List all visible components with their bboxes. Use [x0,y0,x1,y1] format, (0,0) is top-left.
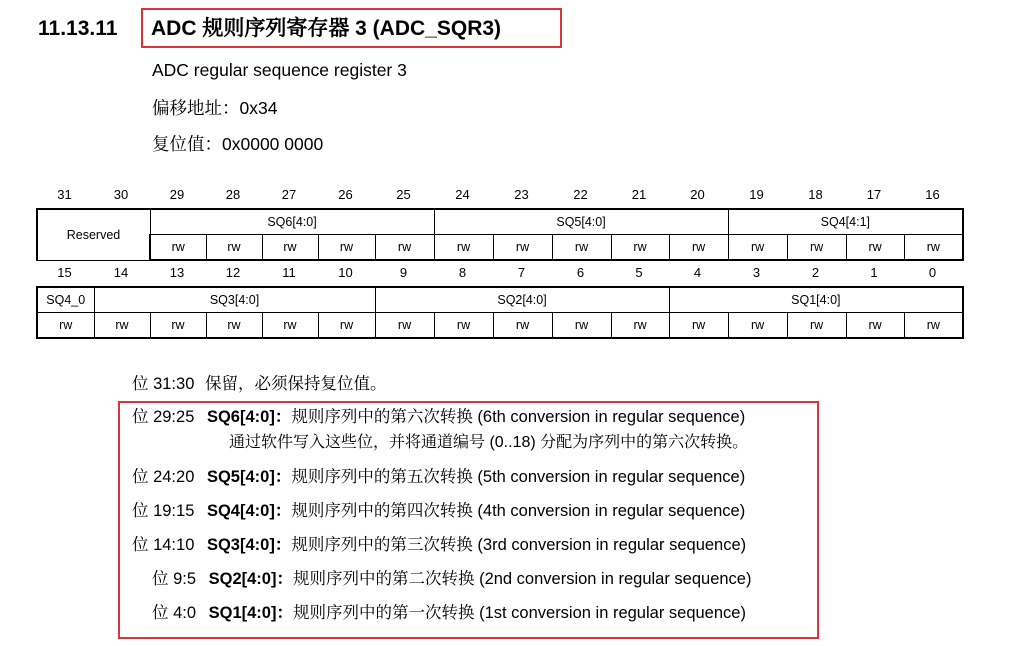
desc-text: 规则序列中的第五次转换 (5th conversion in regular sequence) [291,468,746,486]
access-type: rw [728,235,787,261]
bit-number: 8 [458,265,467,280]
desc-text: 规则序列中的第三次转换 (3rd conversion in regular sequence) [291,536,747,554]
access-type: rw [787,313,846,339]
bit-number: 24 [455,187,470,202]
access-type: rw [669,313,728,339]
access-type: rw [728,313,787,339]
register-field: SQ4_0 [37,287,94,313]
bit-number: 22 [573,187,588,202]
bit-number: 25 [396,187,411,202]
bit-number: 15 [57,265,72,280]
high-access-row [37,235,963,261]
desc-text: 通过软件写入这些位，并将通道编号 (0..18) 分配为序列中的第六次转换。 [229,434,749,451]
access-type: rw [611,313,669,339]
page-title: ADC 规则序列寄存器 3 (ADC_SQR3) [151,17,502,40]
access-type: rw [206,235,262,261]
desc-pos: 位 9:5 [152,570,197,588]
register-field: SQ6[4:0] [150,209,434,235]
bit-number: 21 [631,187,647,202]
bit-number: 5 [635,265,643,280]
access-type: rw [611,235,669,261]
desc-field-name: SQ1[4:0]： [208,604,293,622]
bit-number: 18 [808,187,823,202]
desc-pos: 位 19:15 [132,502,195,520]
access-type: rw [846,313,904,339]
register-field: SQ4[4:1] [728,209,963,235]
bit-number: 19 [749,187,764,202]
bit-number: 7 [517,265,526,280]
access-type: rw [904,313,963,339]
bit-number: 16 [925,187,940,202]
access-type: rw [493,313,552,339]
desc-text: 规则序列中的第六次转换 (6th conversion in regular sequence) [291,408,746,426]
high-fields-row [37,209,963,235]
bit-number: 6 [576,265,585,280]
bit-number: 2 [811,265,820,280]
desc-bits-29-25 [132,406,745,428]
bit-number: 13 [169,265,185,280]
desc-text: 规则序列中的第一次转换 (1st conversion in regular sequence) [292,604,746,622]
desc-bits-29-25-detail [229,432,748,454]
access-type: rw [318,235,375,261]
bit-number: 23 [514,187,529,202]
access-type: rw [94,313,150,339]
bit-number: 1 [870,265,878,280]
access-type: rw [150,235,206,261]
access-type: rw [846,235,904,261]
desc-bits-14-10 [132,534,746,556]
bit-number: 4 [693,265,702,280]
bit-number: 28 [225,187,241,202]
desc-field-name: SQ5[4:0]： [206,468,292,486]
bit-number: 20 [690,187,705,202]
access-type: rw [434,235,493,261]
desc-pos: 位 14:10 [132,536,195,554]
low-access-row [37,313,963,339]
access-type: rw [552,313,611,339]
desc-bits-19-15 [132,500,745,522]
desc-bits-24-20 [132,466,745,488]
bit-number: 9 [399,265,408,280]
reset-value: 复位值：0x0000 0000 [152,134,324,154]
access-type: rw [262,313,318,339]
access-type: rw [434,313,493,339]
access-type: rw [37,313,94,339]
bit-number: 3 [752,265,761,280]
desc-text: 规则序列中的第四次转换 (4th conversion in regular sequence) [291,502,746,520]
access-type: rw [669,235,728,261]
bit-number: 26 [338,187,353,202]
desc-bits-9-5 [152,568,751,590]
bit-number: 29 [169,187,185,202]
access-type: rw [375,235,434,261]
access-type: rw [318,313,375,339]
register-field: Reserved [37,209,150,260]
desc-bits-4-0 [152,602,746,624]
register-subtitle: ADC regular sequence register 3 [152,60,407,80]
desc-pos: 位 24:20 [132,468,195,486]
desc-field-name: SQ4[4:0]： [206,502,292,520]
register-field: SQ5[4:0] [434,209,728,235]
bit-number: 12 [225,265,241,280]
desc-pos: 位 4:0 [152,604,197,622]
access-type: rw [262,235,318,261]
access-type: rw [150,313,206,339]
register-field: SQ1[4:0] [669,287,963,313]
register-low-table [36,286,964,339]
desc-text: 规则序列中的第二次转换 (2nd conversion in regular sequence) [292,570,752,588]
bit-number: 14 [113,265,129,280]
section-number: 11.13.11 [38,17,118,40]
access-type: rw [552,235,611,261]
low-fields-row [37,287,963,313]
access-type: rw [375,313,434,339]
access-type: rw [904,235,963,261]
bit-number: 17 [866,187,882,202]
access-type: rw [787,235,846,261]
desc-text: 保留，必须保持复位值。 [204,375,387,393]
access-type: rw [206,313,262,339]
desc-field-name: SQ3[4:0]： [206,536,292,554]
register-field: SQ2[4:0] [375,287,669,313]
register-high-table [36,208,964,261]
bit-number: 10 [338,265,353,280]
desc-field-name: SQ6[4:0]： [206,408,292,426]
desc-field-name: SQ2[4:0]： [208,570,293,588]
bit-number: 11 [282,265,296,280]
access-type: rw [493,235,552,261]
desc-pos: 位 31:30 [132,375,195,393]
bit-number: 31 [57,187,72,202]
bit-number: 0 [928,265,937,280]
offset-address: 偏移地址：0x34 [152,98,278,118]
desc-pos: 位 29:25 [132,408,195,426]
desc-bits-31-30 [132,373,386,395]
bit-number: 27 [281,187,297,202]
bit-number: 30 [113,187,129,202]
register-field: SQ3[4:0] [94,287,375,313]
